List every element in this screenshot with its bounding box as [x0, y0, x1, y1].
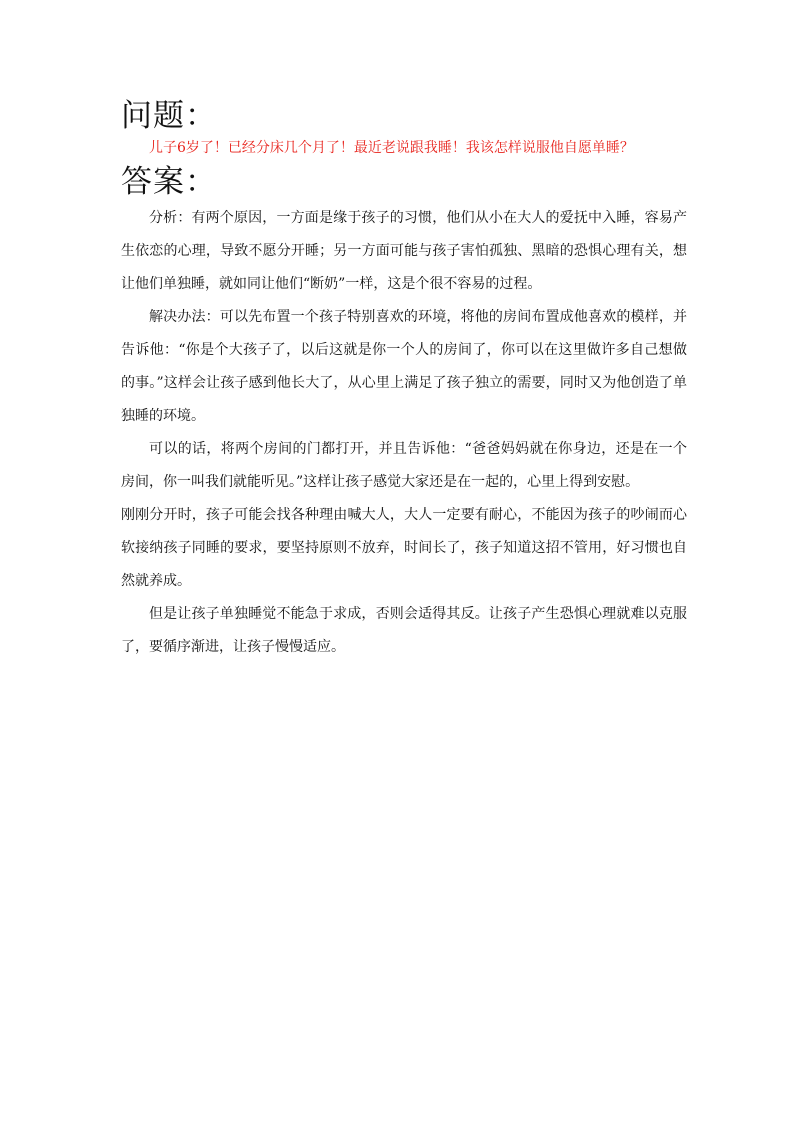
answer-paragraph-gradual: 但是让孩子单独睡觉不能急于求成，否则会适得其反。让孩子产生恐惧心理就难以克服了，要循序渐进，让孩子慢慢适应。 — [121, 606, 687, 655]
answer-paragraph-solution: 解决办法：可以先布置一个孩子特别喜欢的环境，将他的房间布置成他喜欢的模样，并告诉他：“你是个大孩子了，以后这就是你一个人的房间了，你可以在这里做许多自己想做的事。”这样会让孩子感到他长大了，从心里上满足了孩子独立的需要，同时又为他创造了单独睡的环境。 — [121, 309, 687, 424]
question-text: 儿子6岁了！已经分床几个月了！最近老说跟我睡！我该怎样说服他自愿单睡？ — [149, 140, 634, 156]
answer-paragraph-analysis: 分析：有两个原因，一方面是缘于孩子的习惯，他们从小在大人的爱抚中入睡，容易产生依恋的心理，导致不愿分开睡；另一方面可能与孩子害怕孤独、黑暗的恐惧心理有关，想让他们单独睡，就如同让他们“断奶”一样，这是个很不容易的过程。 — [121, 210, 687, 292]
answer-paragraph-open-doors: 可以的话，将两个房间的门都打开，并且告诉他：“爸爸妈妈就在你身边，还是在一个房间，你一叫我们就能听见。”这样让孩子感觉大家还是在一起的，心里上得到安慰。 — [121, 441, 687, 490]
answer-paragraph-patience: 刚刚分开时，孩子可能会找各种理由喊大人，大人一定要有耐心，不能因为孩子的吵闹而心软接纳孩子同睡的要求，要坚持原则不放弃，时间长了，孩子知道这招不管用，好习惯也自然就养成。 — [121, 507, 687, 589]
question-heading: 问题： — [121, 98, 217, 134]
answer-heading: 答案： — [121, 164, 217, 200]
document-content — [121, 96, 687, 664]
